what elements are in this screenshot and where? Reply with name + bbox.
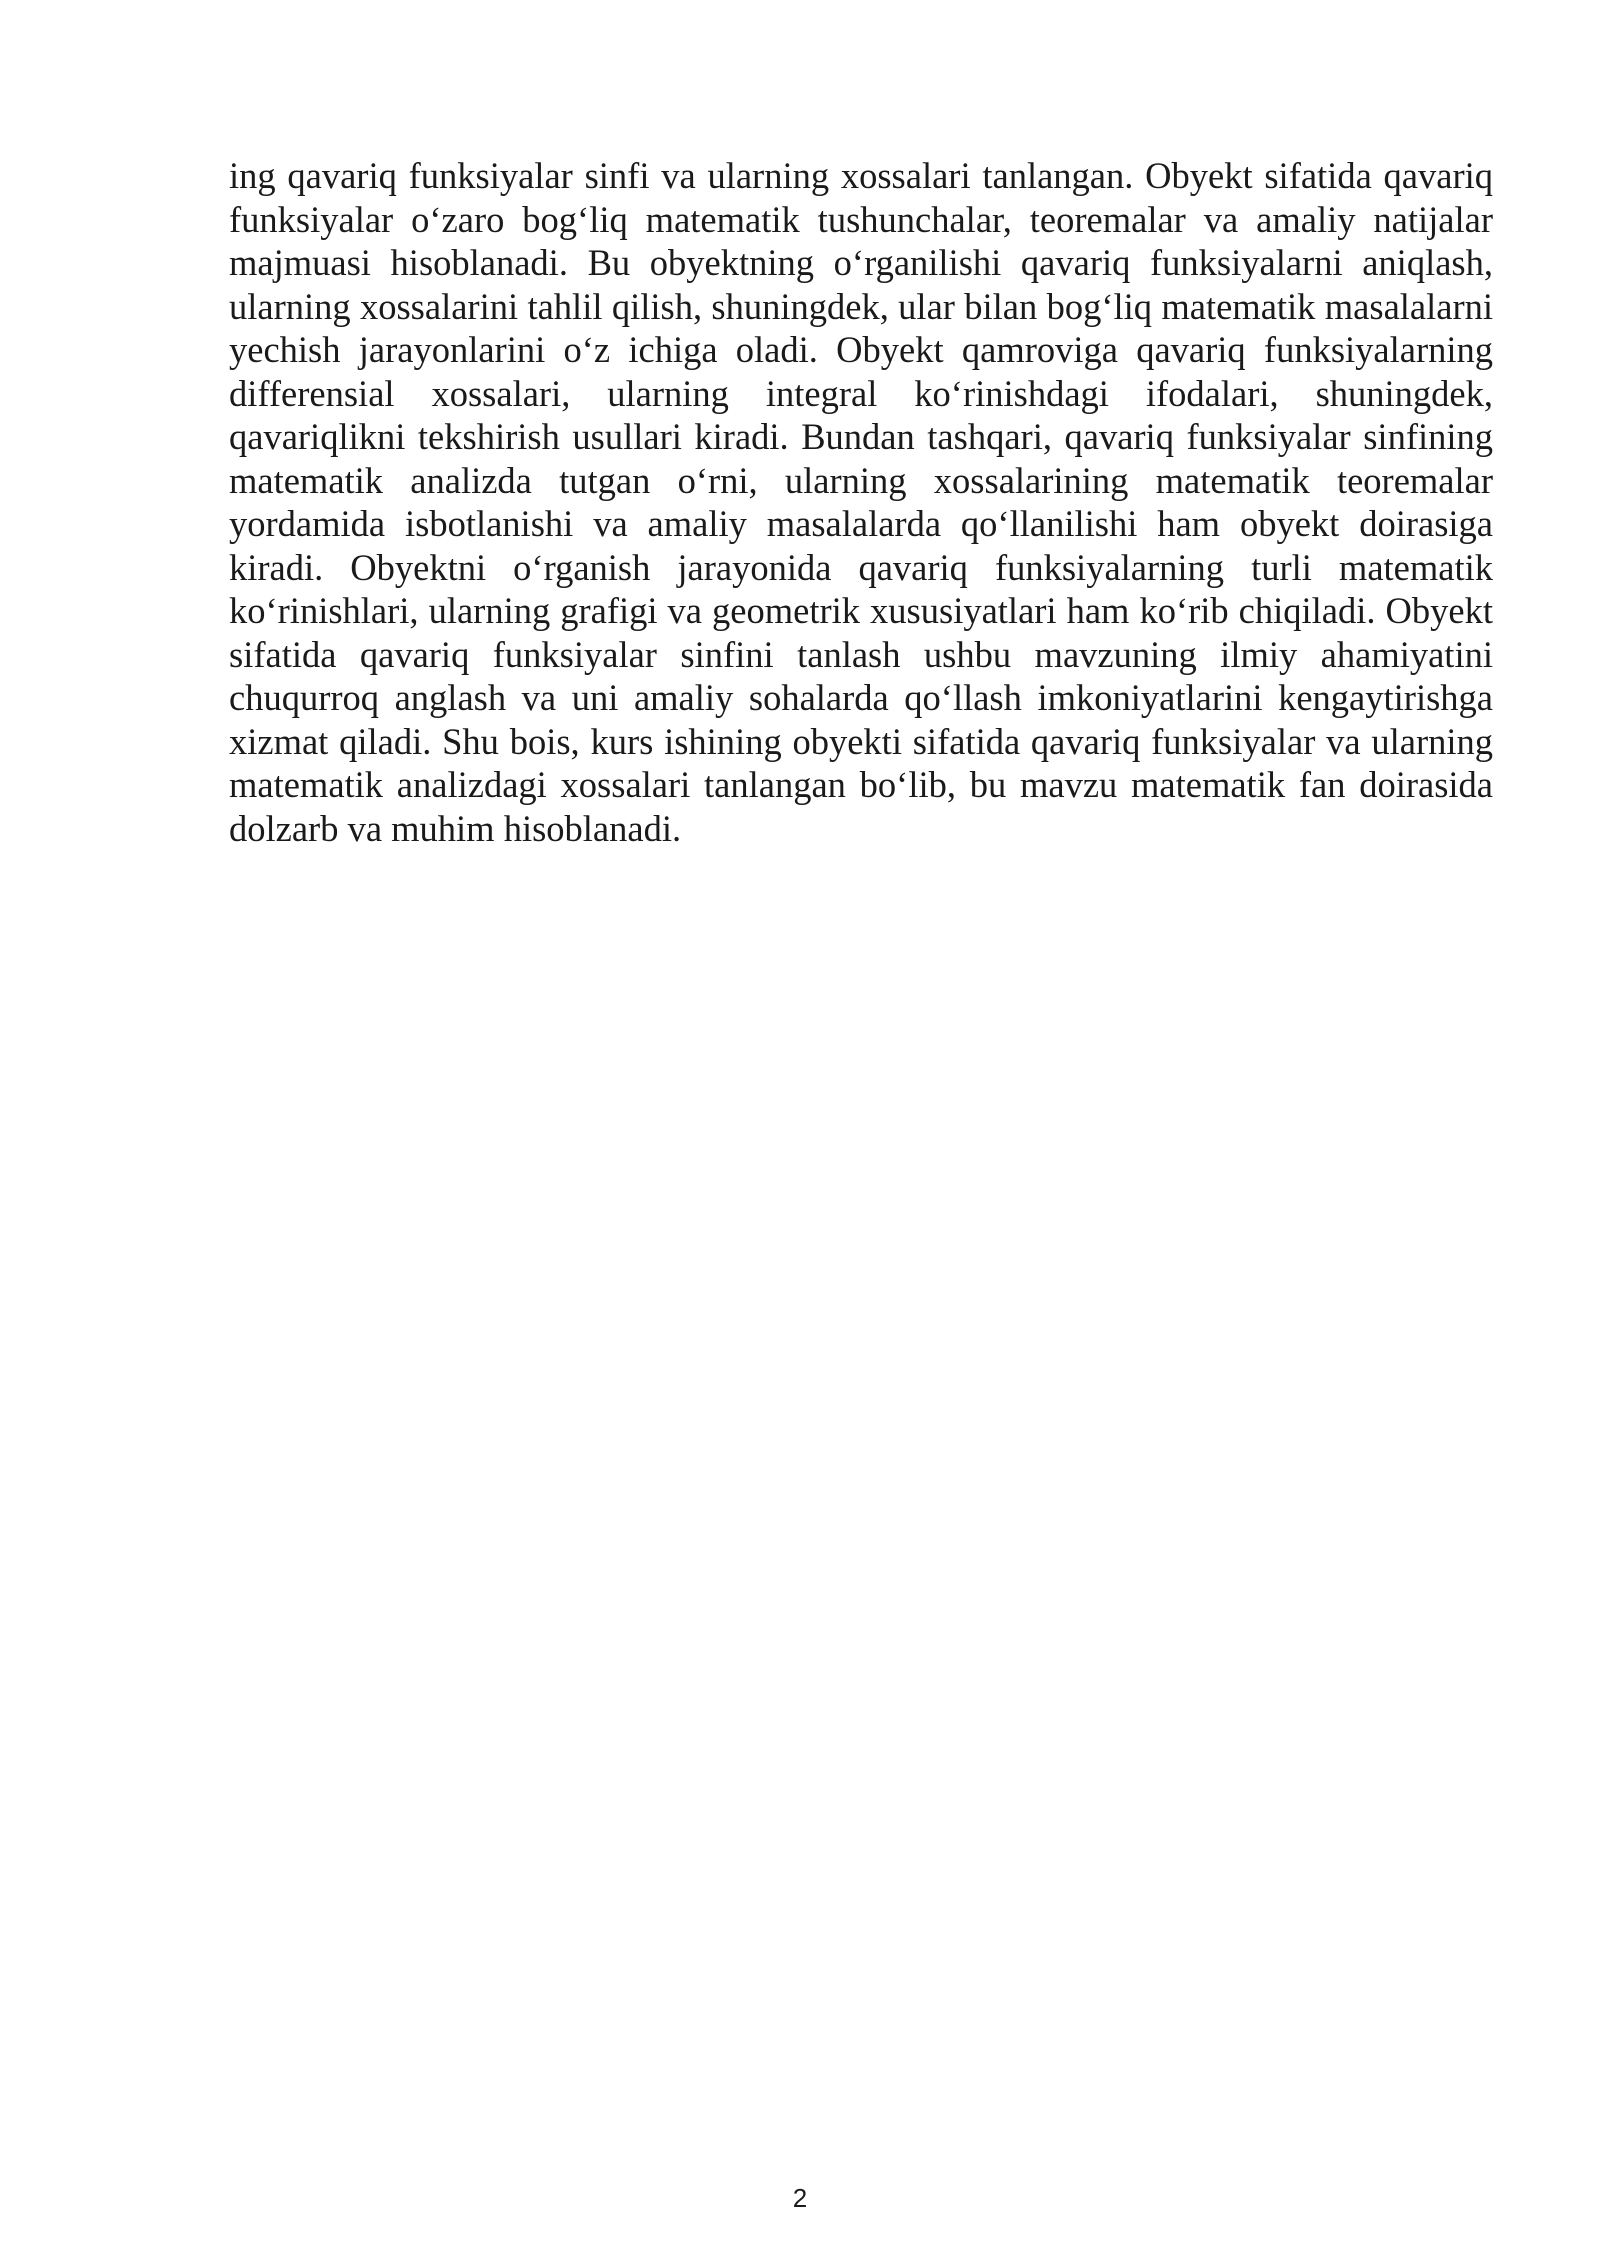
page-number: 2 bbox=[792, 2183, 808, 2213]
body-paragraph: ing qavariq funksiyalar sinfi va ularning xossalari tanlangan. Obyekt sifatida qavariq funksiyalar o‘zaro bog‘liq matematik tushunchalar, teoremalar va amaliy natijalar majmuasi hisoblanadi. Bu obyektning o‘rganilishi qavariq funksiyalarni aniqlash, ularning xossalarini tahlil qilish, shuningdek, ular bilan bog‘liq matematik masalalarni yechish jarayonlarini o‘z ichiga oladi. Obyekt qamroviga qavariq funksiyalarning differensial xossalari, ularning integral ko‘rinishdagi ifodalari, shuningdek, qavariqlikni tekshirish usullari kiradi. Bundan tashqari, qavariq funksiyalar sinfining matematik analizda tutgan o‘rni, ularning xossalarining matematik teoremalar yordamida isbotlanishi va amaliy masalalarda qo‘llanilishi ham obyekt doirasiga kiradi. Obyektni o‘rganish jarayonida qavariq funksiyalarning turli matematik ko‘rinishlari, ularning grafigi va geometrik xususiyatlari ham ko‘rib chiqiladi. Obyekt sifatida qavariq funksiyalar sinfini tanlash ushbu mavzuning ilmiy ahamiyatini chuqurroq anglash va uni amaliy sohalarda qo‘llash imkoniyatlarini kengaytirishga xizmat qiladi. Shu bois, kurs ishining obyekti sifatida qavariq funksiyalar va ularning matematik analizdagi xossalari tanlangan bo‘lib, bu mavzu matematik fan doirasida dolzarb va muhim hisoblanadi. bbox=[229, 155, 1493, 849]
